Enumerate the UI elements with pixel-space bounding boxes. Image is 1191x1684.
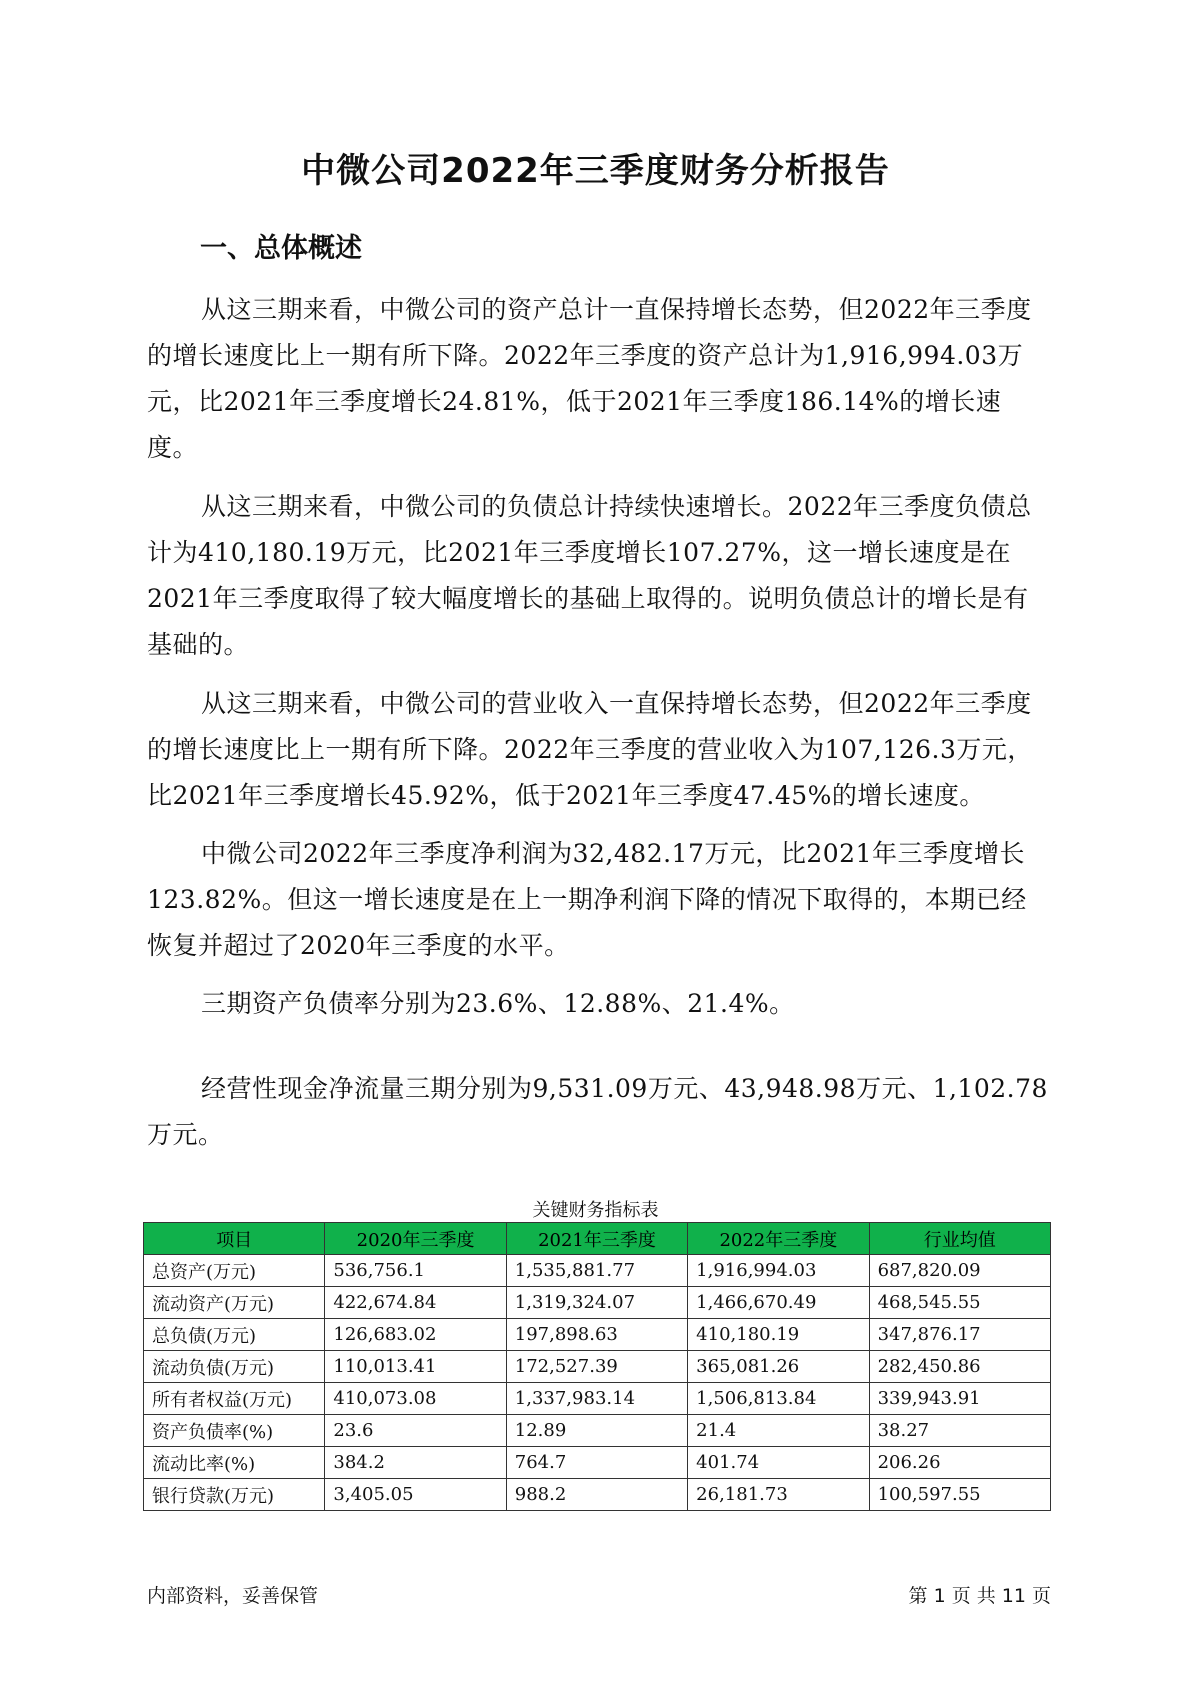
column-header: 2022年三季度: [688, 1223, 869, 1255]
table-cell: 1,337,983.14: [506, 1383, 687, 1415]
table-cell: 197,898.63: [506, 1319, 687, 1351]
column-header: 2021年三季度: [506, 1223, 687, 1255]
table-cell: 流动比率(%): [144, 1447, 325, 1479]
table-cell: 988.2: [506, 1479, 687, 1511]
table-cell: 384.2: [325, 1447, 506, 1479]
table-caption: 关键财务指标表: [532, 1200, 659, 1221]
table-cell: 536,756.1: [325, 1255, 506, 1287]
table-cell: 347,876.17: [869, 1319, 1050, 1351]
table-cell: 410,180.19: [688, 1319, 869, 1351]
paragraph-revenue: 从这三期来看，中微公司的营业收入一直保持增长态势，但2022年三季度的增长速度比上一期有所下降。2022年三季度的营业收入为107,126.3万元，比2021年三季度增长45.92%，低于2021年三季度47.45%的增长速度。: [147, 689, 1033, 810]
table-cell: 110,013.41: [325, 1351, 506, 1383]
paragraph-net-profit: 中微公司2022年三季度净利润为32,482.17万元，比2021年三季度增长123.82%。但这一增长速度是在上一期净利润下降的情况下取得的，本期已经恢复并超过了2020年三季度的水平。: [147, 839, 1027, 960]
table-cell: 1,506,813.84: [688, 1383, 869, 1415]
table-cell: 流动负债(万元): [144, 1351, 325, 1383]
table-cell: 3,405.05: [325, 1479, 506, 1511]
table-cell: 339,943.91: [869, 1383, 1050, 1415]
table-row: [144, 1447, 1051, 1479]
table-cell: 12.89: [506, 1415, 687, 1447]
table-cell: 206.26: [869, 1447, 1050, 1479]
table-row: [144, 1255, 1051, 1287]
key-financial-indicators-table: [143, 1222, 1051, 1511]
column-header: 项目: [144, 1223, 325, 1255]
table-cell: 365,081.26: [688, 1351, 869, 1383]
table-cell: 410,073.08: [325, 1383, 506, 1415]
table-row: [144, 1479, 1051, 1511]
section-heading: 一、总体概述: [200, 233, 362, 264]
table-cell: 21.4: [688, 1415, 869, 1447]
table-row: [144, 1287, 1051, 1319]
table-cell: 1,535,881.77: [506, 1255, 687, 1287]
table-cell: 38.27: [869, 1415, 1050, 1447]
table-header-row: [144, 1223, 1051, 1255]
table-cell: 126,683.02: [325, 1319, 506, 1351]
table-row: [144, 1383, 1051, 1415]
column-header: 2020年三季度: [325, 1223, 506, 1255]
table-cell: 总资产(万元): [144, 1255, 325, 1287]
paragraph-debt-ratio: 三期资产负债率分别为23.6%、12.88%、21.4%。: [201, 989, 795, 1018]
paragraph-cash-flow: 经营性现金净流量三期分别为9,531.09万元、43,948.98万元、1,102.78万元。: [147, 1074, 1048, 1149]
table-cell: 100,597.55: [869, 1479, 1050, 1511]
footer-page-number: 第 1 页 共 11 页: [908, 1585, 1051, 1607]
table-cell: 687,820.09: [869, 1255, 1050, 1287]
footer-confidential-note: 内部资料，妥善保管: [147, 1585, 319, 1607]
table-cell: 银行贷款(万元): [144, 1479, 325, 1511]
column-header: 行业均值: [869, 1223, 1050, 1255]
table-row: [144, 1351, 1051, 1383]
table-cell: 流动资产(万元): [144, 1287, 325, 1319]
table-cell: 401.74: [688, 1447, 869, 1479]
table-cell: 总负债(万元): [144, 1319, 325, 1351]
table-cell: 所有者权益(万元): [144, 1383, 325, 1415]
paragraph-liabilities: 从这三期来看，中微公司的负债总计持续快速增长。2022年三季度负债总计为410,180.19万元，比2021年三季度增长107.27%，这一增长速度是在2021年三季度取得了较大幅度增长的基础上取得的。说明负债总计的增长是有基础的。: [147, 492, 1032, 659]
table-cell: 1,319,324.07: [506, 1287, 687, 1319]
table-cell: 23.6: [325, 1415, 506, 1447]
table-cell: 422,674.84: [325, 1287, 506, 1319]
table-cell: 172,527.39: [506, 1351, 687, 1383]
table-cell: 282,450.86: [869, 1351, 1050, 1383]
table-cell: 26,181.73: [688, 1479, 869, 1511]
table-cell: 1,916,994.03: [688, 1255, 869, 1287]
paragraph-assets: 从这三期来看，中微公司的资产总计一直保持增长态势，但2022年三季度的增长速度比上一期有所下降。2022年三季度的资产总计为1,916,994.03万元，比2021年三季度增长24.81%，低于2021年三季度186.14%的增长速度。: [147, 295, 1032, 462]
table-cell: 468,545.55: [869, 1287, 1050, 1319]
table-row: [144, 1415, 1051, 1447]
table-cell: 764.7: [506, 1447, 687, 1479]
report-title: 中微公司2022年三季度财务分析报告: [301, 151, 890, 191]
table-cell: 资产负债率(%): [144, 1415, 325, 1447]
table-row: [144, 1319, 1051, 1351]
table-cell: 1,466,670.49: [688, 1287, 869, 1319]
